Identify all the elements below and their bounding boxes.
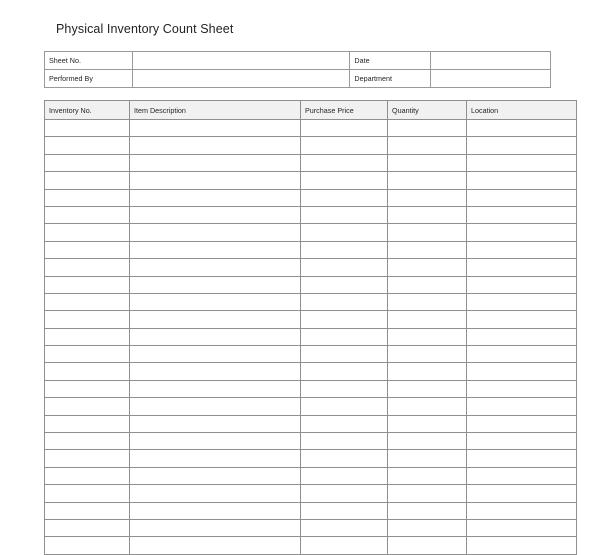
table-cell[interactable]: [301, 120, 388, 137]
table-cell[interactable]: [467, 137, 577, 154]
info-value-date[interactable]: [431, 52, 551, 70]
table-cell[interactable]: [388, 398, 467, 415]
table-row: [45, 450, 577, 467]
inventory-items-table: [44, 100, 577, 555]
table-cell[interactable]: [388, 293, 467, 310]
table-row: [45, 502, 577, 519]
table-cell[interactable]: [467, 485, 577, 502]
table-row: [45, 259, 577, 276]
table-cell[interactable]: [301, 259, 388, 276]
table-cell[interactable]: [467, 363, 577, 380]
table-row: [45, 276, 577, 293]
table-cell[interactable]: [130, 485, 301, 502]
table-cell[interactable]: [388, 485, 467, 502]
table-cell[interactable]: [130, 154, 301, 171]
table-cell[interactable]: [45, 415, 130, 432]
table-cell[interactable]: [301, 241, 388, 258]
table-cell[interactable]: [388, 172, 467, 189]
table-cell[interactable]: [467, 328, 577, 345]
table-cell[interactable]: [467, 154, 577, 171]
table-cell[interactable]: [130, 189, 301, 206]
table-header: [45, 101, 577, 120]
table-cell[interactable]: [45, 137, 130, 154]
table-cell[interactable]: [467, 537, 577, 554]
column-header-item-description: Item Description: [130, 101, 301, 120]
table-cell[interactable]: [130, 241, 301, 258]
table-cell[interactable]: [130, 120, 301, 137]
table-cell[interactable]: [301, 485, 388, 502]
table-cell[interactable]: [467, 172, 577, 189]
table-cell[interactable]: [301, 450, 388, 467]
table-cell[interactable]: [301, 293, 388, 310]
table-cell[interactable]: [467, 433, 577, 450]
info-value-performed-by[interactable]: [132, 70, 350, 88]
table-cell[interactable]: [45, 206, 130, 223]
table-cell[interactable]: [388, 380, 467, 397]
table-cell[interactable]: [130, 137, 301, 154]
table-cell[interactable]: [388, 259, 467, 276]
table-cell[interactable]: [301, 346, 388, 363]
table-cell[interactable]: [467, 346, 577, 363]
table-row: [45, 137, 577, 154]
table-cell[interactable]: [301, 137, 388, 154]
table-cell[interactable]: [45, 502, 130, 519]
table-cell[interactable]: [45, 380, 130, 397]
table-cell[interactable]: [45, 241, 130, 258]
table-row: [45, 154, 577, 171]
table-cell[interactable]: [45, 328, 130, 345]
table-cell[interactable]: [301, 276, 388, 293]
table-cell[interactable]: [130, 311, 301, 328]
table-cell[interactable]: [467, 224, 577, 241]
table-cell[interactable]: [467, 189, 577, 206]
column-header-purchase-price: Purchase Price: [301, 101, 388, 120]
table-cell[interactable]: [130, 293, 301, 310]
table-cell[interactable]: [130, 467, 301, 484]
table-cell[interactable]: [130, 502, 301, 519]
table-cell[interactable]: [467, 519, 577, 536]
table-row: [45, 241, 577, 258]
table-row: [45, 120, 577, 137]
info-row-performed-by: [45, 70, 551, 88]
table-cell[interactable]: [130, 206, 301, 223]
table-cell[interactable]: [301, 502, 388, 519]
table-cell[interactable]: [301, 189, 388, 206]
table-cell[interactable]: [45, 276, 130, 293]
table-cell[interactable]: [467, 415, 577, 432]
table-row: [45, 346, 577, 363]
table-cell[interactable]: [45, 224, 130, 241]
table-cell[interactable]: [301, 363, 388, 380]
table-row: [45, 415, 577, 432]
table-row: [45, 363, 577, 380]
table-cell[interactable]: [388, 241, 467, 258]
table-cell[interactable]: [130, 224, 301, 241]
info-label-department: Department: [350, 70, 431, 88]
table-cell[interactable]: [388, 276, 467, 293]
table-row: [45, 398, 577, 415]
table-cell[interactable]: [388, 311, 467, 328]
table-body: [45, 120, 577, 555]
table-cell[interactable]: [467, 241, 577, 258]
table-cell[interactable]: [388, 120, 467, 137]
table-cell[interactable]: [130, 276, 301, 293]
table-cell[interactable]: [301, 154, 388, 171]
table-cell[interactable]: [301, 467, 388, 484]
table-cell[interactable]: [45, 259, 130, 276]
table-row: [45, 172, 577, 189]
table-cell[interactable]: [45, 537, 130, 554]
info-value-sheet-no[interactable]: [132, 52, 350, 70]
table-cell[interactable]: [388, 137, 467, 154]
table-cell[interactable]: [301, 519, 388, 536]
table-cell[interactable]: [388, 154, 467, 171]
table-cell[interactable]: [467, 311, 577, 328]
table-cell[interactable]: [301, 537, 388, 554]
table-cell[interactable]: [301, 415, 388, 432]
table-cell[interactable]: [130, 537, 301, 554]
table-row: [45, 189, 577, 206]
table-cell[interactable]: [130, 380, 301, 397]
table-row: [45, 206, 577, 223]
table-row: [45, 485, 577, 502]
table-cell[interactable]: [467, 259, 577, 276]
table-row: [45, 537, 577, 554]
table-cell[interactable]: [467, 120, 577, 137]
table-cell[interactable]: [388, 346, 467, 363]
table-cell[interactable]: [467, 398, 577, 415]
table-cell[interactable]: [45, 363, 130, 380]
table-row: [45, 433, 577, 450]
table-cell[interactable]: [388, 189, 467, 206]
table-cell[interactable]: [130, 519, 301, 536]
table-row: [45, 380, 577, 397]
table-cell[interactable]: [467, 450, 577, 467]
table-cell[interactable]: [388, 224, 467, 241]
table-cell[interactable]: [130, 328, 301, 345]
column-header-inventory-no: Inventory No.: [45, 101, 130, 120]
table-cell[interactable]: [467, 502, 577, 519]
table-cell[interactable]: [45, 433, 130, 450]
table-row: [45, 467, 577, 484]
column-header-location: Location: [467, 101, 577, 120]
table-cell[interactable]: [301, 380, 388, 397]
table-cell[interactable]: [130, 172, 301, 189]
table-cell[interactable]: [301, 398, 388, 415]
sheet-info-table: [44, 51, 551, 88]
table-row: [45, 224, 577, 241]
table-cell[interactable]: [301, 433, 388, 450]
table-cell[interactable]: [130, 363, 301, 380]
table-cell[interactable]: [388, 502, 467, 519]
table-cell[interactable]: [45, 467, 130, 484]
table-cell[interactable]: [45, 450, 130, 467]
table-cell[interactable]: [388, 415, 467, 432]
table-cell[interactable]: [388, 206, 467, 223]
table-cell[interactable]: [45, 120, 130, 137]
table-cell[interactable]: [467, 293, 577, 310]
info-label-sheet-no: Sheet No.: [45, 52, 133, 70]
info-label-date: Date: [350, 52, 431, 70]
table-cell[interactable]: [388, 537, 467, 554]
table-cell[interactable]: [45, 485, 130, 502]
table-cell[interactable]: [130, 450, 301, 467]
table-cell[interactable]: [467, 206, 577, 223]
table-cell[interactable]: [301, 224, 388, 241]
table-cell[interactable]: [388, 328, 467, 345]
table-cell[interactable]: [45, 154, 130, 171]
table-cell[interactable]: [45, 293, 130, 310]
table-cell[interactable]: [45, 189, 130, 206]
table-row: [45, 293, 577, 310]
table-cell[interactable]: [388, 363, 467, 380]
table-cell[interactable]: [45, 519, 130, 536]
table-cell[interactable]: [130, 398, 301, 415]
info-row-sheet-no: [45, 52, 551, 70]
info-value-department[interactable]: [431, 70, 551, 88]
table-cell[interactable]: [130, 415, 301, 432]
table-cell[interactable]: [388, 467, 467, 484]
table-cell[interactable]: [301, 311, 388, 328]
table-cell[interactable]: [467, 276, 577, 293]
table-cell[interactable]: [467, 380, 577, 397]
table-cell[interactable]: [130, 346, 301, 363]
table-cell[interactable]: [45, 172, 130, 189]
table-header-row: [45, 101, 577, 120]
table-row: [45, 311, 577, 328]
table-cell[interactable]: [45, 311, 130, 328]
table-cell[interactable]: [388, 450, 467, 467]
info-label-performed-by: Performed By: [45, 70, 133, 88]
table-row: [45, 328, 577, 345]
table-cell[interactable]: [388, 433, 467, 450]
table-cell[interactable]: [301, 328, 388, 345]
table-cell[interactable]: [388, 519, 467, 536]
table-cell[interactable]: [301, 206, 388, 223]
table-cell[interactable]: [301, 172, 388, 189]
table-cell[interactable]: [45, 346, 130, 363]
table-cell[interactable]: [130, 259, 301, 276]
page-title: Physical Inventory Count Sheet: [56, 22, 234, 36]
column-header-quantity: Quantity: [388, 101, 467, 120]
table-cell[interactable]: [467, 467, 577, 484]
table-row: [45, 519, 577, 536]
table-cell[interactable]: [130, 433, 301, 450]
table-cell[interactable]: [45, 398, 130, 415]
